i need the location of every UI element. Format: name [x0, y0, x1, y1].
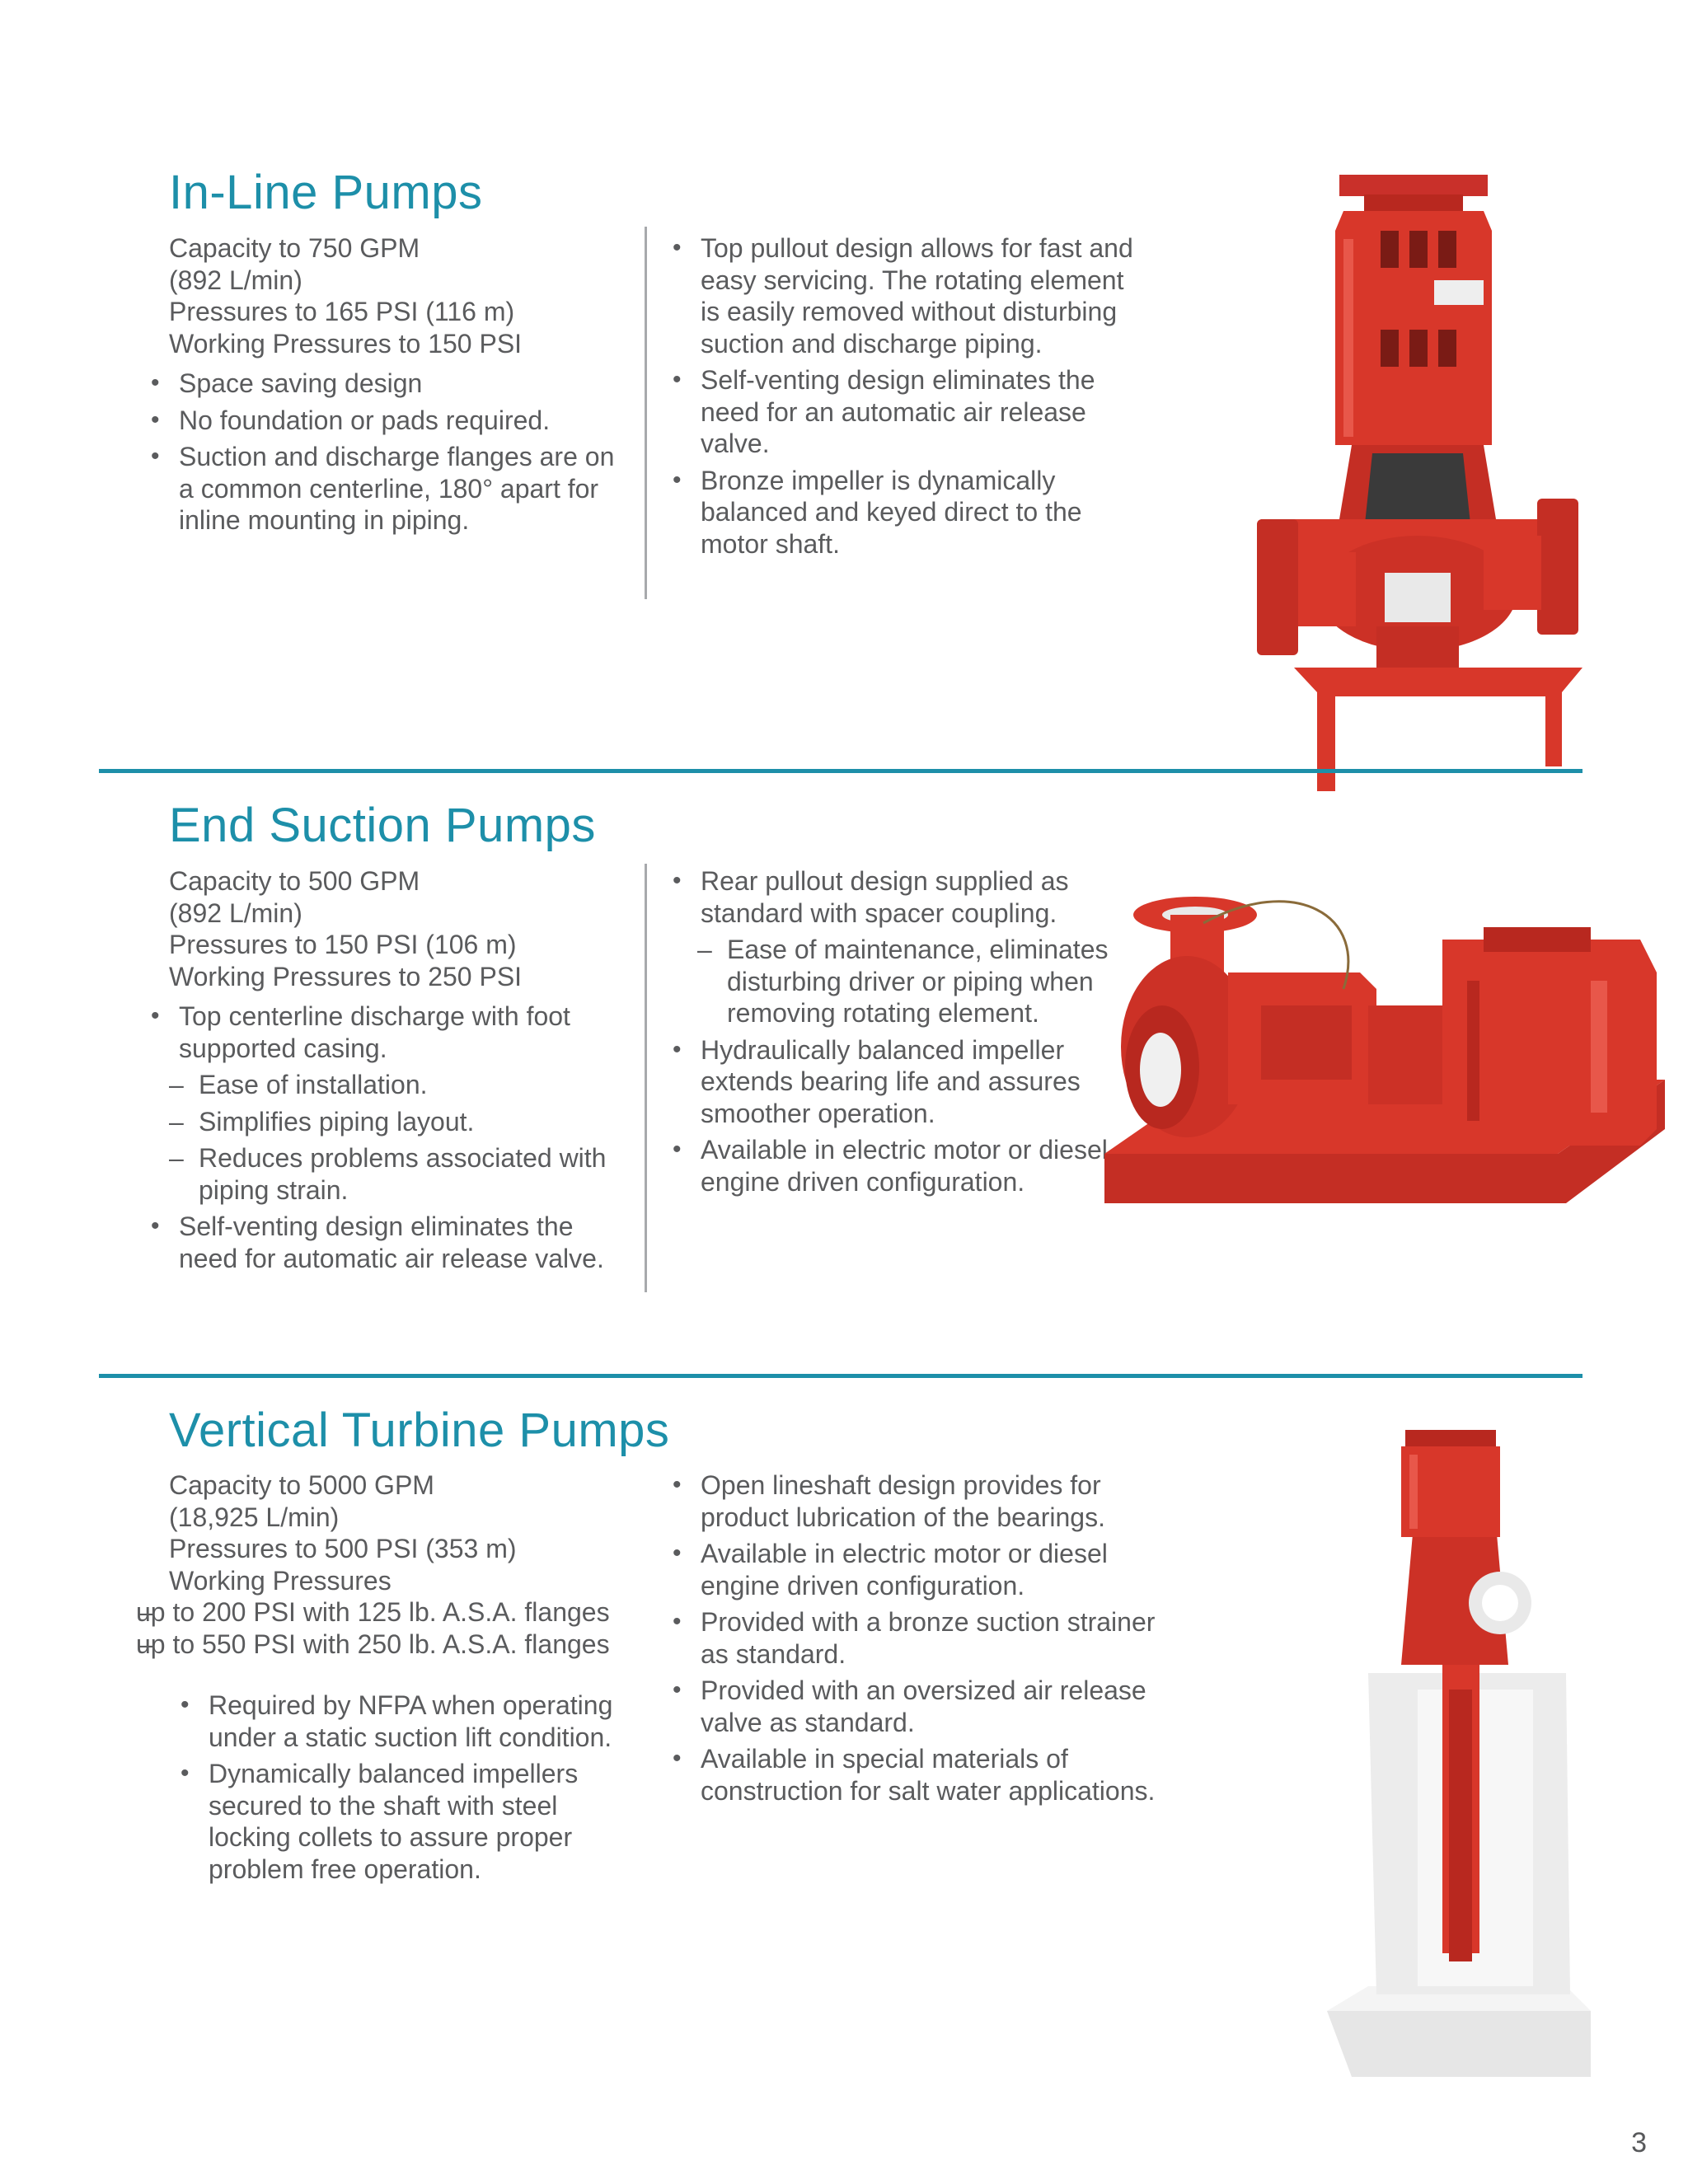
spec-line: Pressures to 150 PSI (106 m) [169, 930, 517, 959]
feature-item: • Rear pullout design supplied as standard with spacer coupling. [671, 865, 1149, 929]
feature-item: • Available in electric motor or diesel engine driven configuration. [671, 1538, 1165, 1601]
spec-line: (892 L/min) [169, 898, 302, 928]
spec-line: Pressures to 165 PSI (116 m) [169, 297, 515, 326]
sub-feature-list [139, 1069, 631, 1206]
section-divider [99, 769, 1582, 773]
sub-spec-item: – up to 200 PSI with 125 lb. A.S.A. flanges [110, 1596, 647, 1629]
spec-line: (18,925 L/min) [169, 1502, 340, 1532]
sub-spec-item: – up to 550 PSI with 250 lb. A.S.A. flanges [110, 1629, 647, 1661]
end-suction-pump-photo [1096, 882, 1665, 1261]
feature-item: • Bronze impeller is dynamically balanced and keyed direct to the motor shaft. [671, 465, 1149, 560]
sub-feature-item: – Reduces problems associated with piping strain. [139, 1142, 631, 1206]
spec-line: Capacity to 5000 GPM [169, 1470, 434, 1500]
feature-list [671, 1034, 1149, 1198]
vertical-turbine-left-column [136, 1469, 647, 1885]
end-suction-right-column [671, 865, 1149, 1197]
feature-item: • Open lineshaft design provides for product lubrication of the bearings. [671, 1469, 1165, 1533]
end-suction-left-column [169, 865, 631, 1274]
vertical-turbine-pump-photo [1319, 1418, 1599, 2077]
column-divider [645, 227, 647, 599]
sub-feature-item: – Ease of installation. [139, 1069, 631, 1101]
feature-list [671, 865, 1149, 929]
feature-list [149, 368, 631, 537]
feature-item: • Dynamically balanced impellers secured to the shaft with steel locking collets to assure proper problem free operation. [179, 1758, 640, 1885]
feature-item: • Self-venting design eliminates the need for an automatic air release valve. [671, 364, 1149, 460]
spec-line: Capacity to 500 GPM [169, 866, 420, 896]
feature-item: • No foundation or pads required. [149, 405, 631, 437]
vertical-turbine-right-column [671, 1469, 1165, 1807]
feature-item: • Top pullout design allows for fast and easy servicing. The rotating element is easily removed without disturbing suction and discharge piping. [671, 232, 1149, 359]
section-title-end-suction: End Suction Pumps [169, 799, 596, 852]
feature-item: • Provided with an oversized air release valve as standard. [671, 1675, 1165, 1738]
feature-item: • Available in special materials of construction for salt water applications. [671, 1743, 1165, 1807]
column-divider [645, 864, 647, 1292]
sub-feature-item: – Simplifies piping layout. [139, 1106, 631, 1138]
feature-list [149, 1211, 631, 1274]
feature-item: • Space saving design [149, 368, 631, 400]
spec-line: Working Pressures to 150 PSI [169, 328, 523, 359]
spec-line: Working Pressures to 250 PSI [169, 961, 523, 991]
section-title-in-line: In-Line Pumps [169, 166, 483, 219]
spec-line: Pressures to 500 PSI (353 m) [169, 1534, 517, 1563]
spec-line: (892 L/min) [169, 265, 302, 295]
feature-list [149, 1001, 631, 1064]
feature-item: • Required by NFPA when operating under a static suction lift condition. [179, 1690, 640, 1753]
feature-item: • Available in electric motor or diesel engine driven configuration. [671, 1134, 1149, 1197]
feature-list [179, 1690, 640, 1885]
in-line-right-column [671, 232, 1149, 560]
sub-feature-list [668, 934, 1149, 1029]
in-line-pump-photo [1220, 165, 1607, 808]
sub-feature-item: – Ease of maintenance, eliminates disturbing driver or piping when removing rotating element. [668, 934, 1149, 1029]
feature-item: • Self-venting design eliminates the need for automatic air release valve. [149, 1211, 631, 1274]
sub-spec-list [110, 1596, 647, 1660]
page-number: 3 [1631, 2127, 1647, 2158]
feature-list [671, 1469, 1165, 1807]
feature-item: • Hydraulically balanced impeller extends bearing life and assures smoother operation. [671, 1034, 1149, 1130]
feature-list [671, 232, 1149, 560]
section-title-vertical-turbine: Vertical Turbine Pumps [169, 1404, 670, 1457]
feature-item: • Provided with a bronze suction strainer as standard. [671, 1606, 1165, 1670]
in-line-left-column [169, 232, 631, 537]
section-divider [99, 1374, 1582, 1378]
feature-item: • Suction and discharge flanges are on a common centerline, 180° apart for inline mounting in piping. [149, 441, 631, 537]
spec-line: Working Pressures [169, 1565, 392, 1596]
feature-item: • Top centerline discharge with foot supported casing. [149, 1001, 631, 1064]
spec-line: Capacity to 750 GPM [169, 233, 420, 263]
